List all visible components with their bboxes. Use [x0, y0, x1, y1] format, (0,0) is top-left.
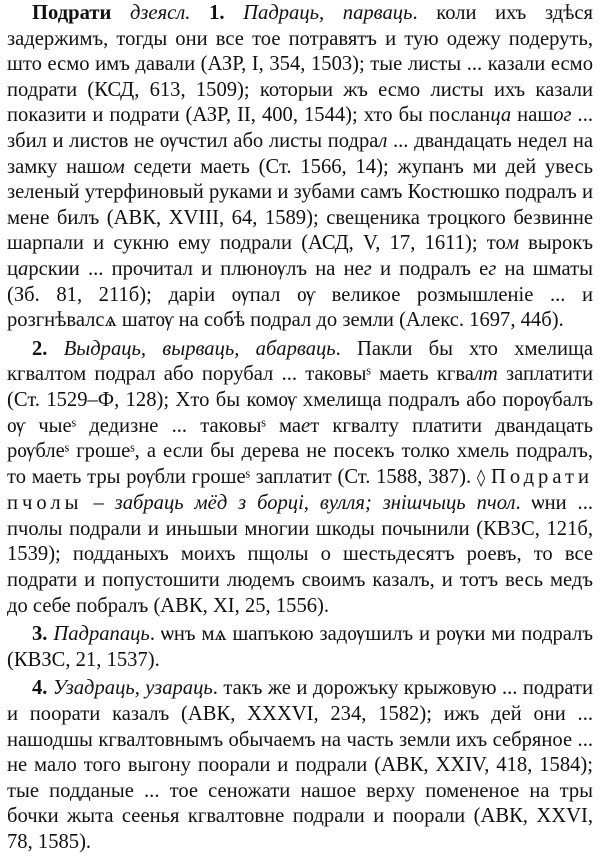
spaced-phrase: Подрати пчолы — [7, 465, 593, 515]
gloss-italic-text: лт — [473, 363, 498, 386]
citation-text: рскии ... прочитал и плюнѹлъ на не — [28, 257, 364, 280]
sense-paragraph-3 — [7, 622, 593, 673]
gloss-italic-text: Падрапаць — [53, 623, 150, 646]
citation-text: . ѡнъ мѧ шапъкою задѹшилъ и рѹки ми подралъ (КВЗС, 21, 1537). — [7, 623, 593, 671]
sense-number: 3. — [32, 623, 48, 646]
dictionary-entry — [7, 0, 593, 856]
citation-text: наш — [511, 104, 554, 127]
citation-text: . такъ же и дорожъку крыжовую ... подрати и поорати казалъ (АВК, XXXVI, 234, 1582); ижъ дей они ... нашодшы кгвалтовнымъ обычаемъ на часть земли ихъ себряное ... не мало того выгону поорали и подрали (АВК, XXIV, 418, 1584); тые подданые ... тое сеножати нашое верху помененое на тры бочки жыта сеенья кгвалтовне подрали и поорали (АВК, XXVI, 78, 1585). — [7, 677, 593, 853]
sense-number: 1. — [209, 2, 225, 24]
gloss-italic-text: г — [363, 257, 372, 280]
gloss-italic-text: Падраць, парваць — [243, 2, 413, 24]
sense-number: 4. — [32, 677, 48, 700]
citation-text: на шматы (Зб. 81, 211б); даріи ѹпал ѹ великое розмышленіе ... и розгнѣвалсѧ шатѹ на собѣ подрал до земли (Алекс. 1697, 44б). — [7, 257, 593, 332]
citation-text: – — [82, 492, 115, 515]
citation-text: и подралъ е — [371, 257, 489, 280]
sense-number: 2. — [32, 337, 48, 360]
sense-body — [7, 623, 593, 671]
citation-text: . Пакли бы хто хмелища кгвалтом подрал або порубал ... таковыˢ маеть кгва — [7, 337, 593, 386]
sense-paragraph-1 — [7, 0, 593, 334]
gloss-italic-text: г — [488, 257, 497, 280]
sense-paragraph-2 — [7, 337, 593, 620]
citation-text: ... збил и листов не ѹчстил або листы подра — [7, 104, 593, 152]
gloss-italic-text: м — [505, 232, 519, 255]
sense-body — [7, 2, 593, 331]
gloss-italic-text: ца — [490, 104, 512, 127]
gloss-italic-text: ом — [102, 155, 125, 178]
citation-text: т кгвалту платити двандацать рѹблеˢ грошеˢ, а если бы дерева не посекъ толко хмель подралъ, то маеть тры рѹбли грошеˢ заплатит (Ст. 1588, 387). — [7, 414, 593, 488]
gloss-italic-text: Выдраць, вырваць, абарваць — [63, 337, 336, 360]
citation-text: вырокъ ц — [7, 232, 593, 280]
citation-text: . коли ихъ здѣся задержимъ, тогды они все тое потравятъ и тую одежу подеруть, што есмо имъ давали (АЗР, I, 354, 1503); тые листы ... казали есмо подрати (КСД, 613, 1509); которыи жъ есмо листы ихъ казали показити и подрати (АЗР, II, 400, 1544); хто бы послан — [7, 2, 593, 127]
citation-text: ... двандацать недел на замку наш — [7, 129, 593, 178]
gloss-italic-text: ог — [553, 104, 572, 127]
citation-text: заплатити (Ст. 1529–Ф, 128); Хто бы комѹ хмелища подралъ або порѹбалъ ѹ чыеˢ дедизне ... таковыˢ ма — [7, 363, 593, 437]
sense-body — [7, 677, 593, 853]
lozenge-symbol: ◊ — [476, 467, 486, 488]
gloss-italic-text: л — [378, 129, 388, 152]
sense-paragraph-4 — [7, 676, 593, 855]
gloss-italic-text: Узадраць, узараць — [52, 677, 213, 700]
gloss-italic-text: забраць мёд з борці, вулля; знішчыць пчол — [114, 492, 516, 515]
citation-text: седети маеть (Ст. 1566, 14); жупанъ ми дей увесь зеленый утерфиновый руками и зубами самъ Костюшко подралъ и мене билъ (АВК, XVIII, 64, 1589); свещеника троцкого безвинне шарпали и сукню ему подрали (АСД, V, 17, 1611); то — [7, 155, 593, 255]
gloss-italic-text: а — [18, 257, 29, 280]
gloss-italic-text: е — [301, 414, 311, 437]
citation-text: . ѡни ... пчолы подрали и иньшыи многии шкоды почынили (КВЗС, 121б, 1539); подданыхъ моихъ пщолы о шестьдесятъ роевъ, то все подрати и попустошити людемъ своимъ казалъ, и тотъ весь медъ до себе побралъ (АВК, XI, 25, 1556). — [7, 492, 593, 617]
part-of-speech: дзеясл. — [129, 2, 191, 24]
sense-body — [7, 338, 593, 617]
headword: Подрати — [32, 2, 112, 24]
